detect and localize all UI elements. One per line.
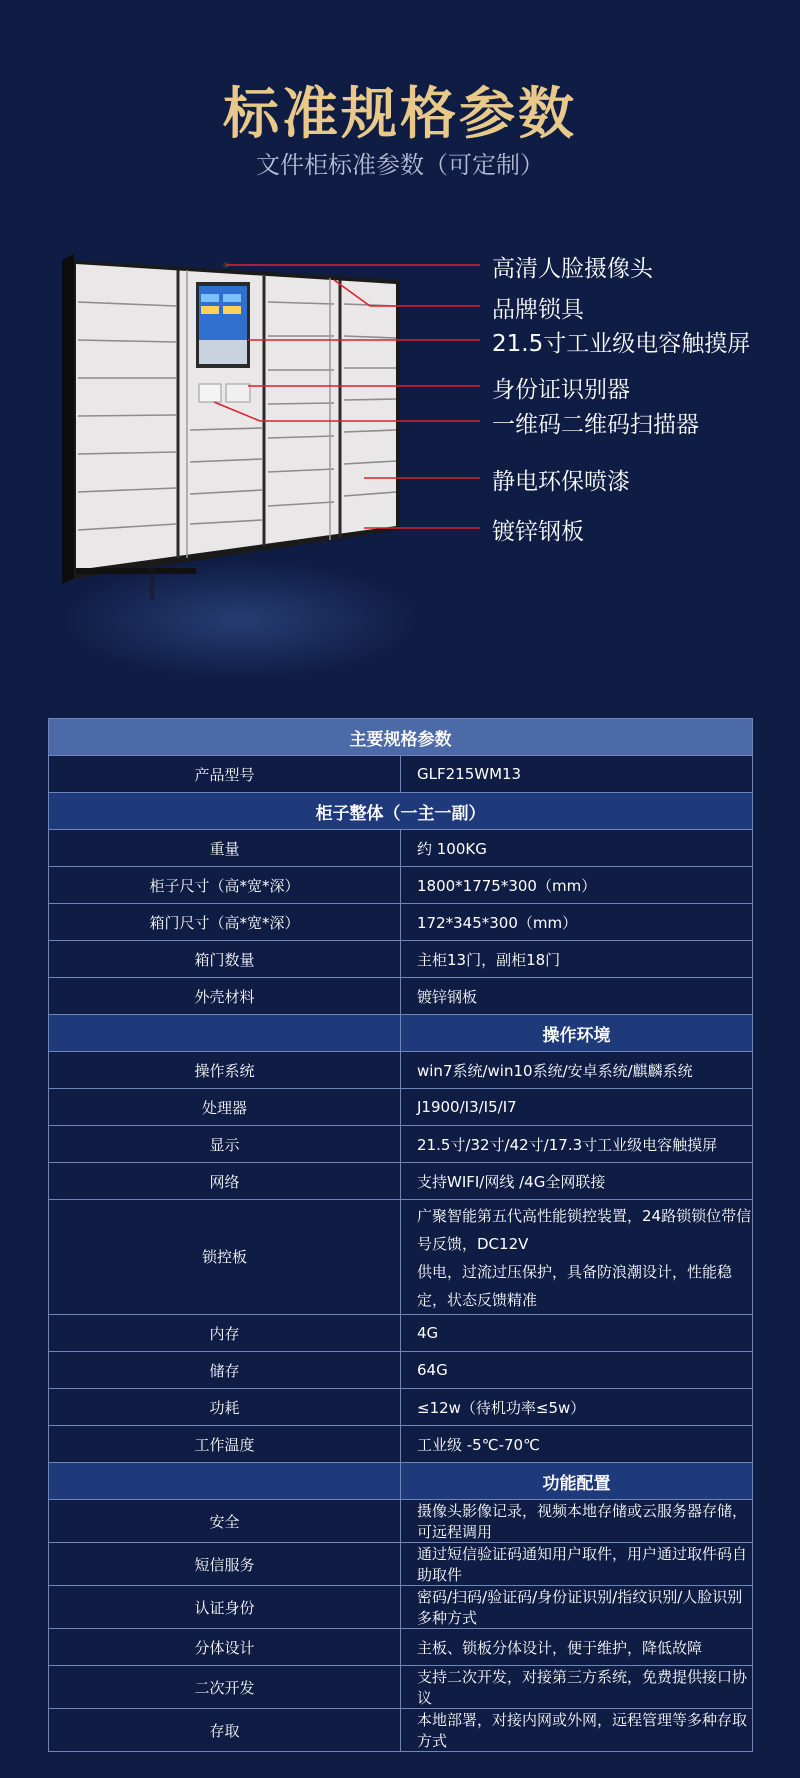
table-header-row [49, 719, 753, 756]
table-row [49, 904, 753, 941]
table-row [49, 1352, 753, 1389]
section-row-cabinet [49, 793, 753, 830]
row-value: 4G [401, 1315, 753, 1352]
table-row [49, 1315, 753, 1352]
row-value-line: 广聚智能第五代高性能锁控装置，24路锁锁位带信号反馈，DC12V [417, 1207, 752, 1253]
table-row [49, 941, 753, 978]
table-row [49, 1389, 753, 1426]
row-key: 重量 [49, 830, 401, 867]
table-row [49, 1543, 753, 1586]
row-value: 约 100KG [401, 830, 753, 867]
row-key: 柜子尺寸（高*宽*深） [49, 867, 401, 904]
row-value: J1900/I3/I5/I7 [401, 1089, 753, 1126]
table-row [49, 1629, 753, 1666]
row-value [401, 1200, 753, 1315]
row-key: 储存 [49, 1352, 401, 1389]
table-row [49, 1709, 753, 1752]
row-key: 处理器 [49, 1089, 401, 1126]
table-row [49, 1052, 753, 1089]
callout-lock: 品牌锁具 [492, 297, 584, 323]
row-key: 存取 [49, 1709, 401, 1752]
row-key: 操作系统 [49, 1052, 401, 1089]
row-key: 锁控板 [49, 1200, 401, 1315]
section-title: 柜子整体（一主一副） [49, 793, 753, 830]
row-key: 网络 [49, 1163, 401, 1200]
row-value: win7系统/win10系统/安卓系统/麒麟系统 [401, 1052, 753, 1089]
row-value: 工业级 -5℃-70℃ [401, 1426, 753, 1463]
table-row [49, 1200, 753, 1315]
section-title: 操作环境 [401, 1015, 753, 1052]
row-value: 摄像头影像记录，视频本地存储或云服务器存储，可远程调用 [401, 1500, 753, 1543]
table-row [49, 1089, 753, 1126]
page-subtitle: 文件柜标准参数（可定制） [256, 151, 544, 179]
callout-camera: 高清人脸摄像头 [492, 256, 653, 282]
section-blank-cell [49, 1015, 401, 1052]
callout-id-reader: 身份证识别器 [492, 377, 630, 403]
row-key: 功耗 [49, 1389, 401, 1426]
callout-paint: 静电环保喷漆 [492, 469, 630, 495]
callout-touchscreen: 21.5寸工业级电容触摸屏 [492, 331, 751, 357]
table-header: 主要规格参数 [49, 719, 753, 756]
row-value: 支持二次开发，对接第三方系统，免费提供接口协议 [401, 1666, 753, 1709]
row-key: 外壳材料 [49, 978, 401, 1015]
row-value: 主柜13门，副柜18门 [401, 941, 753, 978]
row-key: 短信服务 [49, 1543, 401, 1586]
table-row [49, 1586, 753, 1629]
row-value: 支持WIFI/网线 /4G全网联接 [401, 1163, 753, 1200]
section-blank-cell [49, 1463, 401, 1500]
row-value: 172*345*300（mm） [401, 904, 753, 941]
row-value: GLF215WM13 [401, 756, 753, 793]
row-key: 产品型号 [49, 756, 401, 793]
spec-table [48, 718, 753, 1752]
row-value: 1800*1775*300（mm） [401, 867, 753, 904]
section-title: 功能配置 [401, 1463, 753, 1500]
page-title: 标准规格参数 [223, 82, 577, 147]
row-value: 密码/扫码/验证码/身份证识别/指纹识别/人脸识别多种方式 [401, 1586, 753, 1629]
section-row-env [49, 1015, 753, 1052]
row-key: 显示 [49, 1126, 401, 1163]
row-key: 箱门数量 [49, 941, 401, 978]
table-row [49, 1163, 753, 1200]
locker-cabinet-illustration [0, 240, 800, 700]
row-value: 21.5寸/32寸/42寸/17.3寸工业级电容触摸屏 [401, 1126, 753, 1163]
row-value: 主板、锁板分体设计，便于维护，降低故障 [401, 1629, 753, 1666]
row-value-line: 供电，过流过压保护，具备防浪潮设计，性能稳定，状态反馈精准 [417, 1263, 733, 1309]
table-row [49, 756, 753, 793]
row-value: 通过短信验证码通知用户取件，用户通过取件码自助取件 [401, 1543, 753, 1586]
table-row [49, 1426, 753, 1463]
row-value: 本地部署，对接内网或外网，远程管理等多种存取方式 [401, 1709, 753, 1752]
row-value: 镀锌钢板 [401, 978, 753, 1015]
row-key: 分体设计 [49, 1629, 401, 1666]
row-value: ≤12w（待机功率≤5w） [401, 1389, 753, 1426]
table-row [49, 978, 753, 1015]
row-value: 64G [401, 1352, 753, 1389]
row-key: 二次开发 [49, 1666, 401, 1709]
table-row [49, 1666, 753, 1709]
table-row [49, 867, 753, 904]
table-row [49, 830, 753, 867]
table-row [49, 1500, 753, 1543]
row-key: 内存 [49, 1315, 401, 1352]
row-key: 安全 [49, 1500, 401, 1543]
callout-code-scanner: 一维码二维码扫描器 [492, 412, 699, 438]
section-row-func [49, 1463, 753, 1500]
table-row [49, 1126, 753, 1163]
callout-steel: 镀锌钢板 [492, 519, 584, 545]
row-key: 工作温度 [49, 1426, 401, 1463]
row-key: 认证身份 [49, 1586, 401, 1629]
row-key: 箱门尺寸（高*宽*深） [49, 904, 401, 941]
